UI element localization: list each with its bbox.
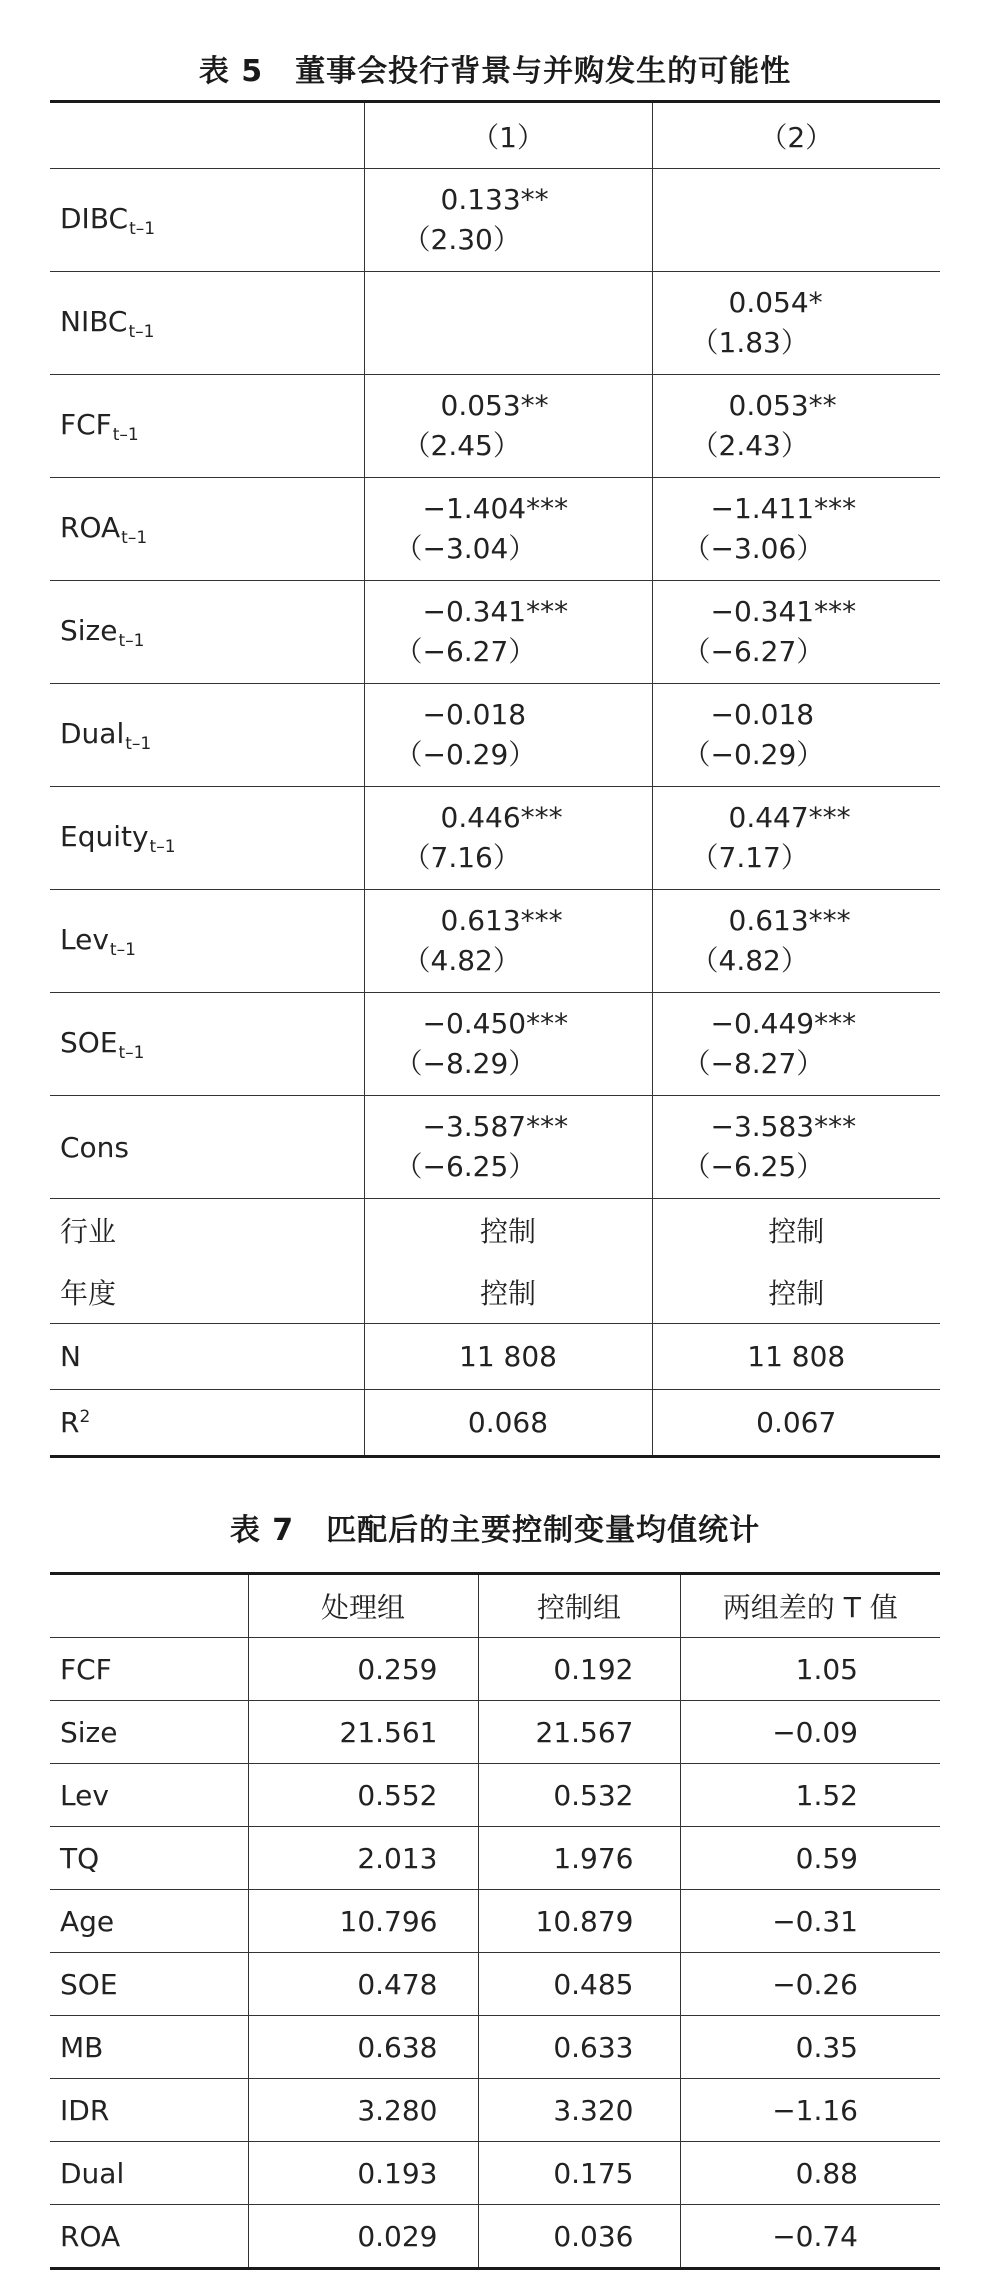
estimate: 0.446*** — [440, 801, 563, 834]
variable-name: $FCF_{t-1}$ — [60, 407, 139, 445]
t-value: 1.05 — [680, 1638, 940, 1701]
table7-row — [50, 1638, 940, 1701]
variable-name: $ROA_{t-1}$ — [60, 510, 148, 548]
variable-name: Cons — [60, 1130, 130, 1164]
estimate: −1.411*** — [710, 492, 857, 525]
t-value: 0.59 — [680, 1827, 940, 1890]
stat-cell-col2: 0.067 — [652, 1390, 940, 1457]
t-value: （−0.29） — [682, 738, 825, 771]
variable-name: Dual$_{t-1}$ — [60, 716, 152, 754]
table5-header-row — [50, 102, 940, 169]
control-mean: 0.485 — [478, 1953, 680, 2016]
variable-name: Lev$_{t-1}$ — [60, 922, 136, 960]
control-mean: 0.532 — [478, 1764, 680, 1827]
t-value: （7.16） — [402, 841, 521, 874]
t-value: −0.26 — [680, 1953, 940, 2016]
table5-header-col1: （1） — [364, 102, 652, 169]
t-value: （7.17） — [690, 841, 809, 874]
estimate: 0.613*** — [728, 904, 851, 937]
variable-name: $SOE_{t-1}$ — [60, 1025, 145, 1063]
stat-name: $R^2$ — [60, 1406, 91, 1439]
table7-caption-title: 匹配后的主要控制变量均值统计 — [326, 1513, 761, 1548]
treatment-mean: 0.478 — [248, 1953, 478, 2016]
t-value: （−8.27） — [682, 1047, 825, 1080]
table7-header-treatment: 处理组 — [248, 1574, 478, 1638]
table5-row — [50, 375, 940, 478]
treatment-mean: 0.193 — [248, 2142, 478, 2205]
table5-row — [50, 272, 940, 375]
table5-caption-number: 表 5 — [198, 54, 264, 89]
control-cell-col1: 控制 — [364, 1199, 652, 1262]
coef-cell-col2 — [652, 787, 940, 890]
table7-row — [50, 1890, 940, 1953]
t-value: −1.16 — [680, 2079, 940, 2142]
control-mean: 0.175 — [478, 2142, 680, 2205]
estimate: 0.054* — [728, 286, 823, 319]
coef-cell-col1 — [364, 993, 652, 1096]
treatment-mean: 3.280 — [248, 2079, 478, 2142]
table7-row — [50, 2079, 940, 2142]
variable-name: Age — [60, 1904, 115, 1938]
table5-stat-row — [50, 1390, 940, 1457]
table5 — [50, 100, 940, 1458]
table7-caption-number: 表 7 — [229, 1513, 295, 1548]
control-mean: 10.879 — [478, 1890, 680, 1953]
table5-header-corner — [50, 102, 364, 169]
coef-cell-col1 — [364, 375, 652, 478]
coef-cell-col1 — [364, 890, 652, 993]
table7-row — [50, 2142, 940, 2205]
control-cell-col2: 控制 — [652, 1199, 940, 1262]
table5-row — [50, 993, 940, 1096]
t-value: −0.09 — [680, 1701, 940, 1764]
estimate: −0.450*** — [422, 1007, 569, 1040]
table5-control-row — [50, 1261, 940, 1324]
stat-name: N — [60, 1340, 81, 1373]
variable-name: FCF — [60, 1652, 112, 1686]
estimate: −0.341*** — [422, 595, 569, 628]
control-mean: 21.567 — [478, 1701, 680, 1764]
treatment-mean: 0.029 — [248, 2205, 478, 2269]
table5-row — [50, 581, 940, 684]
t-value: （2.45） — [402, 429, 521, 462]
table7-caption — [50, 1505, 940, 1549]
estimate: −3.587*** — [422, 1110, 569, 1143]
coef-cell-col2 — [652, 890, 940, 993]
control-name: 年度 — [60, 1277, 117, 1310]
treatment-mean: 2.013 — [248, 1827, 478, 1890]
t-value: （−3.04） — [394, 532, 537, 565]
stat-cell-col2: 11 808 — [652, 1324, 940, 1390]
variable-name: MB — [60, 2030, 104, 2064]
table5-stat-row — [50, 1324, 940, 1390]
t-value: （−6.27） — [682, 635, 825, 668]
t-value: （−6.25） — [394, 1150, 537, 1183]
control-cell-col1: 控制 — [364, 1261, 652, 1324]
treatment-mean: 0.552 — [248, 1764, 478, 1827]
variable-name: IDR — [60, 2093, 110, 2127]
t-value: （4.82） — [690, 944, 809, 977]
t-value: （−8.29） — [394, 1047, 537, 1080]
t-value: 0.88 — [680, 2142, 940, 2205]
estimate: −0.018 — [422, 698, 527, 731]
treatment-mean: 10.796 — [248, 1890, 478, 1953]
coef-cell-col2 — [652, 169, 940, 272]
table7-row — [50, 1953, 940, 2016]
table7-row — [50, 1764, 940, 1827]
variable-name: ROA — [60, 2219, 121, 2253]
estimate: −0.449*** — [710, 1007, 857, 1040]
t-value: 0.35 — [680, 2016, 940, 2079]
control-name: 行业 — [60, 1215, 117, 1248]
t-value: （2.43） — [690, 429, 809, 462]
t-value: （−6.27） — [394, 635, 537, 668]
coef-cell-col1 — [364, 169, 652, 272]
table7-row — [50, 2016, 940, 2079]
table5-row — [50, 684, 940, 787]
control-cell-col2: 控制 — [652, 1261, 940, 1324]
coef-cell-col1 — [364, 581, 652, 684]
coef-cell-col2 — [652, 375, 940, 478]
table7-header-tvalue: 两组差的 T 值 — [680, 1574, 940, 1638]
t-value: （−0.29） — [394, 738, 537, 771]
t-value: （−6.25） — [682, 1150, 825, 1183]
variable-name: $NIBC_{t-1}$ — [60, 304, 155, 342]
control-mean: 3.320 — [478, 2079, 680, 2142]
t-value: （−3.06） — [682, 532, 825, 565]
stat-cell-col1: 0.068 — [364, 1390, 652, 1457]
estimate: −0.018 — [710, 698, 815, 731]
estimate: 0.053** — [728, 389, 837, 422]
treatment-mean: 0.259 — [248, 1638, 478, 1701]
table5-row — [50, 169, 940, 272]
control-mean: 0.633 — [478, 2016, 680, 2079]
control-mean: 1.976 — [478, 1827, 680, 1890]
table7 — [50, 1572, 940, 2270]
control-mean: 0.036 — [478, 2205, 680, 2269]
coef-cell-col2 — [652, 993, 940, 1096]
estimate: 0.133** — [440, 183, 549, 216]
coef-cell-col1 — [364, 787, 652, 890]
table7-row — [50, 2205, 940, 2269]
table7-header-control: 控制组 — [478, 1574, 680, 1638]
t-value: （4.82） — [402, 944, 521, 977]
variable-name: Equity$_{t-1}$ — [60, 819, 176, 857]
table7-row — [50, 1827, 940, 1890]
estimate: −0.341*** — [710, 595, 857, 628]
t-value: −0.31 — [680, 1890, 940, 1953]
estimate: −1.404*** — [422, 492, 569, 525]
t-value: −0.74 — [680, 2205, 940, 2269]
estimate: −3.583*** — [710, 1110, 857, 1143]
t-value: （1.83） — [690, 326, 809, 359]
table5-caption — [50, 46, 940, 90]
table5-row — [50, 478, 940, 581]
variable-name: Size — [60, 1715, 118, 1749]
variable-name: Size$_{t-1}$ — [60, 613, 145, 651]
estimate: 0.447*** — [728, 801, 851, 834]
coef-cell-col2 — [652, 1096, 940, 1199]
estimate: 0.053** — [440, 389, 549, 422]
table5-row — [50, 787, 940, 890]
coef-cell-col2 — [652, 272, 940, 375]
t-value: 1.52 — [680, 1764, 940, 1827]
estimate: 0.613*** — [440, 904, 563, 937]
variable-name: Dual — [60, 2156, 125, 2190]
table5-control-row — [50, 1199, 940, 1262]
table5-caption-title: 董事会投行背景与并购发生的可能性 — [295, 54, 792, 89]
variable-name: TQ — [60, 1841, 100, 1875]
table7-header-corner — [50, 1574, 248, 1638]
variable-name: $DIBC_{t-1}$ — [60, 201, 156, 239]
treatment-mean: 0.638 — [248, 2016, 478, 2079]
control-mean: 0.192 — [478, 1638, 680, 1701]
table7-row — [50, 1701, 940, 1764]
stat-cell-col1: 11 808 — [364, 1324, 652, 1390]
variable-name: SOE — [60, 1967, 118, 2001]
coef-cell-col1 — [364, 684, 652, 787]
variable-name: Lev — [60, 1778, 109, 1812]
coef-cell-col1 — [364, 272, 652, 375]
coef-cell-col1 — [364, 478, 652, 581]
table5-row — [50, 1096, 940, 1199]
coef-cell-col2 — [652, 581, 940, 684]
treatment-mean: 21.561 — [248, 1701, 478, 1764]
table7-header-row — [50, 1574, 940, 1638]
coef-cell-col1 — [364, 1096, 652, 1199]
coef-cell-col2 — [652, 684, 940, 787]
coef-cell-col2 — [652, 478, 940, 581]
table5-header-col2: （2） — [652, 102, 940, 169]
table5-row — [50, 890, 940, 993]
t-value: （2.30） — [402, 223, 521, 256]
